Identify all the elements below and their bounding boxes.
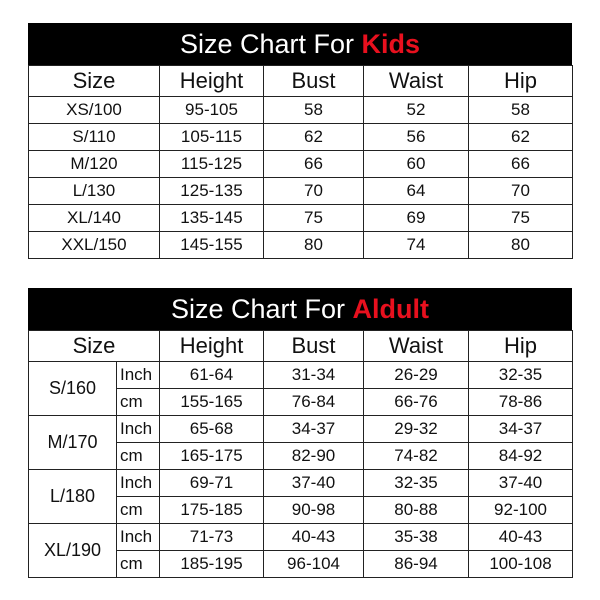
adult-size-table — [28, 330, 573, 578]
adult-header-bust: Bust — [264, 331, 364, 362]
table-row — [29, 524, 573, 551]
adult-cell-unit: Inch — [117, 524, 160, 551]
kids-cell-size: XXL/150 — [29, 232, 160, 259]
kids-cell-hip: 70 — [469, 178, 573, 205]
adult-cell-waist: 86-94 — [364, 551, 469, 578]
kids-header-row — [29, 66, 573, 97]
kids-cell-waist: 74 — [364, 232, 469, 259]
kids-header-hip: Hip — [469, 66, 573, 97]
adult-chart-title — [28, 288, 572, 330]
adult-cell-bust: 37-40 — [264, 470, 364, 497]
kids-header-height: Height — [160, 66, 264, 97]
adult-cell-waist: 35-38 — [364, 524, 469, 551]
kids-cell-bust: 66 — [264, 151, 364, 178]
table-row — [29, 470, 573, 497]
kids-cell-waist: 60 — [364, 151, 469, 178]
adult-cell-height: 185-195 — [160, 551, 264, 578]
adult-cell-hip: 32-35 — [469, 362, 573, 389]
adult-cell-unit: Inch — [117, 416, 160, 443]
kids-cell-hip: 62 — [469, 124, 573, 151]
adult-size-chart — [28, 288, 572, 578]
kids-cell-height: 145-155 — [160, 232, 264, 259]
kids-chart-title — [28, 23, 572, 65]
table-row — [29, 416, 573, 443]
adult-cell-hip: 37-40 — [469, 470, 573, 497]
adult-header-hip: Hip — [469, 331, 573, 362]
kids-size-chart — [28, 23, 572, 259]
kids-cell-size: S/110 — [29, 124, 160, 151]
table-row — [29, 151, 573, 178]
adult-cell-size: XL/190 — [29, 524, 117, 578]
adult-cell-size: L/180 — [29, 470, 117, 524]
kids-cell-size: XS/100 — [29, 97, 160, 124]
kids-cell-bust: 58 — [264, 97, 364, 124]
adult-cell-waist: 32-35 — [364, 470, 469, 497]
adult-cell-hip: 92-100 — [469, 497, 573, 524]
adult-title-highlight: Aldult — [352, 294, 430, 324]
adult-cell-height: 175-185 — [160, 497, 264, 524]
kids-title-highlight: Kids — [361, 29, 421, 59]
adult-cell-height: 61-64 — [160, 362, 264, 389]
kids-cell-height: 125-135 — [160, 178, 264, 205]
kids-header-bust: Bust — [264, 66, 364, 97]
kids-title-prefix: Size Chart For — [179, 29, 362, 59]
adult-cell-height: 71-73 — [160, 524, 264, 551]
kids-cell-waist: 69 — [364, 205, 469, 232]
adult-cell-size: S/160 — [29, 362, 117, 416]
adult-cell-unit: cm — [117, 497, 160, 524]
table-row — [29, 362, 573, 389]
adult-cell-bust: 96-104 — [264, 551, 364, 578]
table-row — [29, 232, 573, 259]
adult-cell-waist: 66-76 — [364, 389, 469, 416]
kids-cell-waist: 64 — [364, 178, 469, 205]
adult-title-prefix: Size Chart For — [170, 294, 353, 324]
adult-cell-waist: 80-88 — [364, 497, 469, 524]
adult-cell-bust: 82-90 — [264, 443, 364, 470]
adult-cell-unit: cm — [117, 443, 160, 470]
kids-cell-waist: 56 — [364, 124, 469, 151]
adult-cell-bust: 76-84 — [264, 389, 364, 416]
kids-cell-hip: 66 — [469, 151, 573, 178]
kids-cell-bust: 62 — [264, 124, 364, 151]
adult-cell-waist: 29-32 — [364, 416, 469, 443]
adult-cell-unit: cm — [117, 389, 160, 416]
adult-cell-hip: 100-108 — [469, 551, 573, 578]
adult-cell-size: M/170 — [29, 416, 117, 470]
kids-cell-height: 115-125 — [160, 151, 264, 178]
adult-cell-bust: 31-34 — [264, 362, 364, 389]
kids-cell-size: XL/140 — [29, 205, 160, 232]
adult-cell-height: 165-175 — [160, 443, 264, 470]
kids-cell-bust: 70 — [264, 178, 364, 205]
kids-cell-bust: 75 — [264, 205, 364, 232]
kids-cell-size: L/130 — [29, 178, 160, 205]
adult-header-size: Size — [29, 331, 160, 362]
kids-cell-hip: 75 — [469, 205, 573, 232]
kids-cell-hip: 58 — [469, 97, 573, 124]
adult-cell-hip: 34-37 — [469, 416, 573, 443]
adult-header-height: Height — [160, 331, 264, 362]
kids-cell-bust: 80 — [264, 232, 364, 259]
table-row — [29, 205, 573, 232]
adult-cell-height: 65-68 — [160, 416, 264, 443]
adult-cell-waist: 74-82 — [364, 443, 469, 470]
adult-cell-bust: 34-37 — [264, 416, 364, 443]
adult-cell-bust: 40-43 — [264, 524, 364, 551]
table-row — [29, 178, 573, 205]
kids-cell-height: 95-105 — [160, 97, 264, 124]
kids-header-size: Size — [29, 66, 160, 97]
table-row — [29, 124, 573, 151]
kids-cell-height: 135-145 — [160, 205, 264, 232]
kids-cell-hip: 80 — [469, 232, 573, 259]
kids-cell-size: M/120 — [29, 151, 160, 178]
table-row — [29, 97, 573, 124]
adult-cell-height: 155-165 — [160, 389, 264, 416]
adult-header-waist: Waist — [364, 331, 469, 362]
adult-cell-unit: Inch — [117, 362, 160, 389]
adult-cell-bust: 90-98 — [264, 497, 364, 524]
kids-cell-waist: 52 — [364, 97, 469, 124]
adult-cell-hip: 84-92 — [469, 443, 573, 470]
adult-cell-hip: 78-86 — [469, 389, 573, 416]
adult-cell-waist: 26-29 — [364, 362, 469, 389]
adult-cell-unit: cm — [117, 551, 160, 578]
adult-cell-hip: 40-43 — [469, 524, 573, 551]
kids-cell-height: 105-115 — [160, 124, 264, 151]
adult-header-row — [29, 331, 573, 362]
adult-cell-unit: Inch — [117, 470, 160, 497]
kids-header-waist: Waist — [364, 66, 469, 97]
adult-cell-height: 69-71 — [160, 470, 264, 497]
kids-size-table — [28, 65, 573, 259]
